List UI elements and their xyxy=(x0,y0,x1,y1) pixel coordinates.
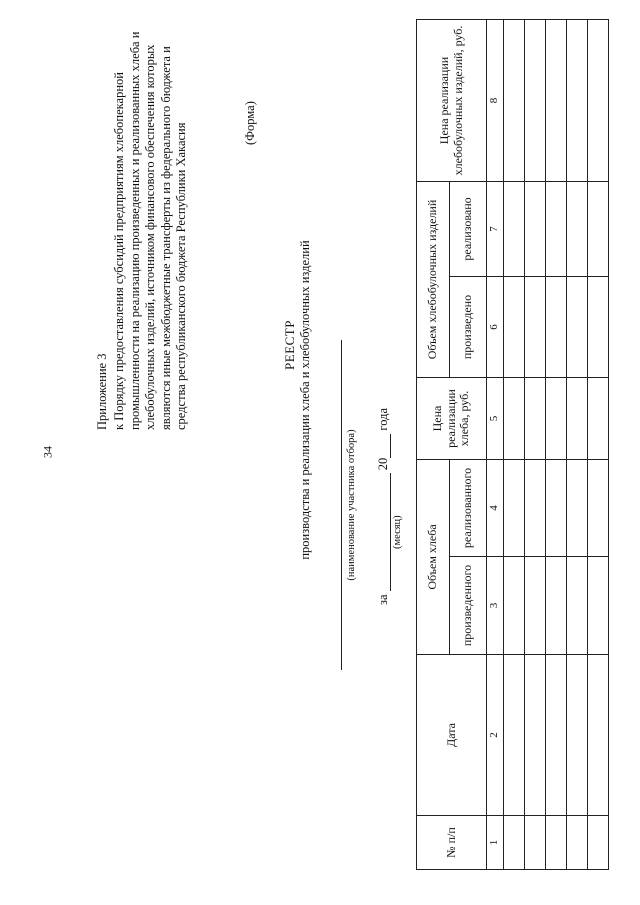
table-cell[interactable] xyxy=(524,181,545,276)
table-cell[interactable] xyxy=(524,19,545,181)
table-cell[interactable] xyxy=(503,816,524,870)
header-bakery-sold: реализовано xyxy=(450,181,487,276)
table-cell[interactable] xyxy=(503,19,524,181)
table-cell[interactable] xyxy=(587,655,608,816)
register-table xyxy=(416,19,609,870)
table-cell[interactable] xyxy=(503,655,524,816)
column-number: 3 xyxy=(487,557,504,655)
column-number: 2 xyxy=(487,655,504,816)
participant-name-field[interactable] xyxy=(341,340,342,670)
column-number: 6 xyxy=(487,277,504,378)
table-cell[interactable] xyxy=(587,557,608,655)
column-number: 1 xyxy=(487,816,504,870)
page-number: 34 xyxy=(40,446,55,458)
table-cell[interactable] xyxy=(545,557,566,655)
header-date: Дата xyxy=(417,655,487,816)
table-cell[interactable] xyxy=(503,557,524,655)
table-cell[interactable] xyxy=(587,816,608,870)
table-cell[interactable] xyxy=(587,277,608,378)
header-bakery-volume: Объем хлебобулочных изделий xyxy=(417,181,450,377)
table-cell[interactable] xyxy=(545,19,566,181)
table-cell[interactable] xyxy=(545,277,566,378)
table-cell[interactable] xyxy=(545,460,566,557)
year-field[interactable] xyxy=(378,434,391,458)
table-cell[interactable] xyxy=(503,181,524,276)
table-cell[interactable] xyxy=(587,181,608,276)
table-row xyxy=(524,19,545,869)
table-cell[interactable] xyxy=(566,378,587,460)
table-cell[interactable] xyxy=(524,277,545,378)
table-cell[interactable] xyxy=(566,655,587,816)
participant-caption: (наименование участника отбора) xyxy=(346,429,357,581)
table-cell[interactable] xyxy=(524,816,545,870)
table-cell[interactable] xyxy=(566,19,587,181)
table-cell[interactable] xyxy=(524,557,545,655)
registry-title: РЕЕСТР xyxy=(282,320,297,370)
table-cell[interactable] xyxy=(566,557,587,655)
appendix-text: к Порядку предоставления субсидий предприятиям хлебопекарной промышленности на реализацию произведенных и реализованных хлеба и хлебобулочных изделий, источником финансового обеспечения которых являются иные межбюджетные трансферты из федерального бюджета и средства республиканского бюджета Республики Хакасия xyxy=(112,31,189,430)
period-prefix: за xyxy=(376,594,390,605)
column-number: 4 xyxy=(487,460,504,557)
table-cell[interactable] xyxy=(524,655,545,816)
month-caption: (месяц) xyxy=(392,515,403,549)
table-cell[interactable] xyxy=(503,378,524,460)
form-label: (Форма) xyxy=(243,101,257,145)
table-cell[interactable] xyxy=(587,460,608,557)
table-cell[interactable] xyxy=(545,181,566,276)
column-number-row xyxy=(487,19,504,869)
table-cell[interactable] xyxy=(503,460,524,557)
header-bread-produced: произведенного xyxy=(450,557,487,655)
month-field[interactable] xyxy=(378,473,391,591)
table-row xyxy=(545,19,566,869)
header-bakery-price: Цена реализации хлебобулочных изделий, руб. xyxy=(417,19,487,181)
table-cell[interactable] xyxy=(566,816,587,870)
table-cell[interactable] xyxy=(545,378,566,460)
table-cell[interactable] xyxy=(524,378,545,460)
period-suffix: года xyxy=(376,408,390,431)
table-cell[interactable] xyxy=(566,277,587,378)
year-prefix: 20 xyxy=(376,457,390,471)
column-number: 7 xyxy=(487,181,504,276)
column-number: 5 xyxy=(487,378,504,460)
registry-subtitle: производства и реализации хлеба и хлебобулочных изделий xyxy=(298,240,312,560)
header-bakery-produced: произведено xyxy=(450,277,487,378)
table-cell[interactable] xyxy=(503,277,524,378)
table-cell[interactable] xyxy=(545,655,566,816)
header-bread-price: Цена реализации хлеба, руб. xyxy=(417,378,487,460)
table-row xyxy=(566,19,587,869)
table-row xyxy=(587,19,608,869)
header-bread-volume: Объем хлеба xyxy=(417,460,450,655)
table-cell[interactable] xyxy=(566,181,587,276)
table-cell[interactable] xyxy=(524,460,545,557)
header-bread-sold: реализованного xyxy=(450,460,487,557)
header-num: № п/п xyxy=(417,816,487,870)
table-cell[interactable] xyxy=(587,19,608,181)
period-line xyxy=(376,408,391,605)
table-cell[interactable] xyxy=(566,460,587,557)
appendix-title: Приложение 3 xyxy=(95,353,109,430)
header-row xyxy=(417,19,450,869)
column-number: 8 xyxy=(487,19,504,181)
table-cell[interactable] xyxy=(587,378,608,460)
table-row xyxy=(503,19,524,869)
table-cell[interactable] xyxy=(545,816,566,870)
